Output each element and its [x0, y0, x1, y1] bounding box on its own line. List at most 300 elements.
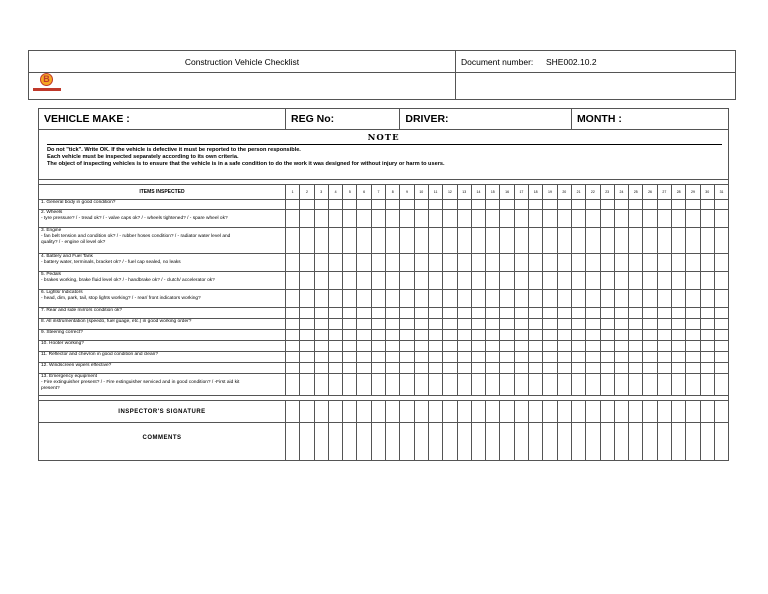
day-check-cell[interactable]: [371, 200, 385, 210]
day-check-cell[interactable]: [714, 200, 728, 210]
day-check-cell[interactable]: [557, 363, 571, 374]
day-check-cell[interactable]: [700, 308, 714, 319]
day-check-cell[interactable]: [357, 330, 371, 341]
day-check-cell[interactable]: [600, 228, 614, 254]
day-check-cell[interactable]: [486, 254, 500, 272]
day-check-cell[interactable]: [457, 341, 471, 352]
day-check-cell[interactable]: [343, 254, 357, 272]
day-check-cell[interactable]: [400, 308, 414, 319]
day-check-cell[interactable]: [529, 272, 543, 290]
day-check-cell[interactable]: [643, 352, 657, 363]
day-check-cell[interactable]: [586, 290, 600, 308]
day-check-cell[interactable]: [643, 210, 657, 228]
day-check-cell[interactable]: [714, 210, 728, 228]
day-check-cell[interactable]: [371, 290, 385, 308]
day-check-cell[interactable]: [443, 272, 457, 290]
day-check-cell[interactable]: [457, 200, 471, 210]
day-check-cell[interactable]: [543, 200, 557, 210]
comments-cell[interactable]: [514, 423, 528, 461]
day-check-cell[interactable]: [357, 290, 371, 308]
comments-cell[interactable]: [328, 423, 342, 461]
day-check-cell[interactable]: [614, 363, 628, 374]
day-check-cell[interactable]: [614, 319, 628, 330]
day-check-cell[interactable]: [557, 341, 571, 352]
day-check-cell[interactable]: [614, 254, 628, 272]
day-check-cell[interactable]: [500, 200, 514, 210]
day-check-cell[interactable]: [328, 352, 342, 363]
comments-cell[interactable]: [700, 423, 714, 461]
day-check-cell[interactable]: [586, 210, 600, 228]
day-check-cell[interactable]: [414, 341, 428, 352]
signature-cell[interactable]: [428, 401, 442, 423]
day-check-cell[interactable]: [286, 272, 300, 290]
day-check-cell[interactable]: [643, 341, 657, 352]
day-check-cell[interactable]: [543, 374, 557, 396]
day-check-cell[interactable]: [586, 200, 600, 210]
day-check-cell[interactable]: [586, 228, 600, 254]
day-check-cell[interactable]: [357, 210, 371, 228]
day-check-cell[interactable]: [457, 272, 471, 290]
day-check-cell[interactable]: [586, 352, 600, 363]
day-check-cell[interactable]: [543, 352, 557, 363]
day-check-cell[interactable]: [443, 330, 457, 341]
signature-cell[interactable]: [286, 401, 300, 423]
day-check-cell[interactable]: [500, 352, 514, 363]
day-check-cell[interactable]: [657, 210, 671, 228]
day-check-cell[interactable]: [714, 254, 728, 272]
day-check-cell[interactable]: [643, 272, 657, 290]
day-check-cell[interactable]: [529, 210, 543, 228]
comments-cell[interactable]: [414, 423, 428, 461]
day-check-cell[interactable]: [286, 341, 300, 352]
day-check-cell[interactable]: [514, 319, 528, 330]
day-check-cell[interactable]: [543, 272, 557, 290]
day-check-cell[interactable]: [586, 330, 600, 341]
day-check-cell[interactable]: [529, 363, 543, 374]
day-check-cell[interactable]: [400, 352, 414, 363]
day-check-cell[interactable]: [300, 352, 314, 363]
day-check-cell[interactable]: [672, 210, 686, 228]
day-check-cell[interactable]: [643, 254, 657, 272]
day-check-cell[interactable]: [672, 330, 686, 341]
day-check-cell[interactable]: [371, 272, 385, 290]
day-check-cell[interactable]: [428, 363, 442, 374]
comments-cell[interactable]: [314, 423, 328, 461]
day-check-cell[interactable]: [414, 330, 428, 341]
day-check-cell[interactable]: [500, 228, 514, 254]
day-check-cell[interactable]: [700, 374, 714, 396]
day-check-cell[interactable]: [386, 210, 400, 228]
day-check-cell[interactable]: [586, 363, 600, 374]
day-check-cell[interactable]: [614, 352, 628, 363]
day-check-cell[interactable]: [328, 228, 342, 254]
day-check-cell[interactable]: [686, 319, 700, 330]
day-check-cell[interactable]: [457, 290, 471, 308]
day-check-cell[interactable]: [629, 374, 643, 396]
day-check-cell[interactable]: [500, 254, 514, 272]
day-check-cell[interactable]: [457, 363, 471, 374]
day-check-cell[interactable]: [286, 228, 300, 254]
comments-cell[interactable]: [672, 423, 686, 461]
day-check-cell[interactable]: [414, 374, 428, 396]
day-check-cell[interactable]: [600, 341, 614, 352]
day-check-cell[interactable]: [586, 272, 600, 290]
day-check-cell[interactable]: [586, 254, 600, 272]
day-check-cell[interactable]: [486, 341, 500, 352]
day-check-cell[interactable]: [657, 352, 671, 363]
day-check-cell[interactable]: [486, 228, 500, 254]
day-check-cell[interactable]: [286, 330, 300, 341]
day-check-cell[interactable]: [486, 210, 500, 228]
day-check-cell[interactable]: [500, 330, 514, 341]
day-check-cell[interactable]: [300, 341, 314, 352]
day-check-cell[interactable]: [486, 319, 500, 330]
day-check-cell[interactable]: [514, 210, 528, 228]
comments-cell[interactable]: [586, 423, 600, 461]
day-check-cell[interactable]: [686, 272, 700, 290]
day-check-cell[interactable]: [614, 290, 628, 308]
day-check-cell[interactable]: [714, 308, 728, 319]
signature-cell[interactable]: [514, 401, 528, 423]
day-check-cell[interactable]: [629, 272, 643, 290]
day-check-cell[interactable]: [672, 272, 686, 290]
comments-cell[interactable]: [614, 423, 628, 461]
day-check-cell[interactable]: [443, 210, 457, 228]
day-check-cell[interactable]: [543, 319, 557, 330]
day-check-cell[interactable]: [529, 200, 543, 210]
day-check-cell[interactable]: [672, 200, 686, 210]
day-check-cell[interactable]: [286, 210, 300, 228]
day-check-cell[interactable]: [672, 308, 686, 319]
day-check-cell[interactable]: [443, 319, 457, 330]
day-check-cell[interactable]: [314, 363, 328, 374]
day-check-cell[interactable]: [500, 290, 514, 308]
signature-cell[interactable]: [629, 401, 643, 423]
day-check-cell[interactable]: [700, 272, 714, 290]
day-check-cell[interactable]: [514, 352, 528, 363]
day-check-cell[interactable]: [700, 200, 714, 210]
day-check-cell[interactable]: [414, 319, 428, 330]
comments-cell[interactable]: [557, 423, 571, 461]
day-check-cell[interactable]: [557, 200, 571, 210]
day-check-cell[interactable]: [314, 200, 328, 210]
day-check-cell[interactable]: [629, 254, 643, 272]
driver-label[interactable]: DRIVER:: [400, 109, 572, 130]
day-check-cell[interactable]: [629, 330, 643, 341]
signature-cell[interactable]: [343, 401, 357, 423]
day-check-cell[interactable]: [514, 308, 528, 319]
comments-cell[interactable]: [600, 423, 614, 461]
day-check-cell[interactable]: [328, 341, 342, 352]
signature-cell[interactable]: [657, 401, 671, 423]
day-check-cell[interactable]: [700, 330, 714, 341]
day-check-cell[interactable]: [428, 374, 442, 396]
day-check-cell[interactable]: [300, 330, 314, 341]
day-check-cell[interactable]: [400, 363, 414, 374]
signature-cell[interactable]: [357, 401, 371, 423]
day-check-cell[interactable]: [314, 228, 328, 254]
day-check-cell[interactable]: [300, 200, 314, 210]
day-check-cell[interactable]: [714, 330, 728, 341]
day-check-cell[interactable]: [414, 254, 428, 272]
day-check-cell[interactable]: [386, 363, 400, 374]
signature-cell[interactable]: [314, 401, 328, 423]
day-check-cell[interactable]: [529, 330, 543, 341]
day-check-cell[interactable]: [300, 319, 314, 330]
day-check-cell[interactable]: [300, 210, 314, 228]
day-check-cell[interactable]: [700, 228, 714, 254]
day-check-cell[interactable]: [314, 254, 328, 272]
day-check-cell[interactable]: [300, 290, 314, 308]
day-check-cell[interactable]: [543, 363, 557, 374]
day-check-cell[interactable]: [328, 272, 342, 290]
comments-cell[interactable]: [500, 423, 514, 461]
comments-cell[interactable]: [443, 423, 457, 461]
day-check-cell[interactable]: [600, 330, 614, 341]
day-check-cell[interactable]: [543, 254, 557, 272]
day-check-cell[interactable]: [700, 290, 714, 308]
day-check-cell[interactable]: [557, 228, 571, 254]
signature-cell[interactable]: [414, 401, 428, 423]
day-check-cell[interactable]: [600, 254, 614, 272]
day-check-cell[interactable]: [672, 374, 686, 396]
day-check-cell[interactable]: [286, 254, 300, 272]
day-check-cell[interactable]: [428, 210, 442, 228]
day-check-cell[interactable]: [300, 308, 314, 319]
day-check-cell[interactable]: [514, 341, 528, 352]
day-check-cell[interactable]: [657, 363, 671, 374]
day-check-cell[interactable]: [571, 308, 585, 319]
day-check-cell[interactable]: [543, 210, 557, 228]
day-check-cell[interactable]: [357, 319, 371, 330]
signature-cell[interactable]: [614, 401, 628, 423]
day-check-cell[interactable]: [386, 254, 400, 272]
day-check-cell[interactable]: [486, 308, 500, 319]
day-check-cell[interactable]: [328, 374, 342, 396]
day-check-cell[interactable]: [343, 200, 357, 210]
day-check-cell[interactable]: [286, 200, 300, 210]
day-check-cell[interactable]: [357, 272, 371, 290]
signature-cell[interactable]: [543, 401, 557, 423]
day-check-cell[interactable]: [614, 374, 628, 396]
comments-cell[interactable]: [286, 423, 300, 461]
signature-cell[interactable]: [443, 401, 457, 423]
day-check-cell[interactable]: [443, 341, 457, 352]
day-check-cell[interactable]: [457, 210, 471, 228]
comments-cell[interactable]: [300, 423, 314, 461]
day-check-cell[interactable]: [357, 352, 371, 363]
reg-no-label[interactable]: REG No:: [286, 109, 400, 130]
day-check-cell[interactable]: [428, 200, 442, 210]
comments-cell[interactable]: [643, 423, 657, 461]
day-check-cell[interactable]: [500, 272, 514, 290]
day-check-cell[interactable]: [514, 363, 528, 374]
day-check-cell[interactable]: [486, 374, 500, 396]
day-check-cell[interactable]: [457, 254, 471, 272]
day-check-cell[interactable]: [300, 254, 314, 272]
day-check-cell[interactable]: [314, 330, 328, 341]
day-check-cell[interactable]: [657, 374, 671, 396]
day-check-cell[interactable]: [643, 319, 657, 330]
day-check-cell[interactable]: [500, 210, 514, 228]
day-check-cell[interactable]: [614, 272, 628, 290]
day-check-cell[interactable]: [529, 341, 543, 352]
day-check-cell[interactable]: [343, 290, 357, 308]
day-check-cell[interactable]: [286, 363, 300, 374]
day-check-cell[interactable]: [400, 228, 414, 254]
day-check-cell[interactable]: [657, 228, 671, 254]
day-check-cell[interactable]: [486, 200, 500, 210]
day-check-cell[interactable]: [714, 319, 728, 330]
day-check-cell[interactable]: [614, 210, 628, 228]
signature-cell[interactable]: [571, 401, 585, 423]
day-check-cell[interactable]: [571, 254, 585, 272]
day-check-cell[interactable]: [428, 352, 442, 363]
day-check-cell[interactable]: [643, 374, 657, 396]
day-check-cell[interactable]: [529, 352, 543, 363]
day-check-cell[interactable]: [443, 228, 457, 254]
day-check-cell[interactable]: [614, 341, 628, 352]
comments-cell[interactable]: [371, 423, 385, 461]
day-check-cell[interactable]: [672, 363, 686, 374]
day-check-cell[interactable]: [600, 210, 614, 228]
day-check-cell[interactable]: [529, 374, 543, 396]
day-check-cell[interactable]: [714, 228, 728, 254]
day-check-cell[interactable]: [543, 308, 557, 319]
day-check-cell[interactable]: [672, 254, 686, 272]
day-check-cell[interactable]: [586, 374, 600, 396]
day-check-cell[interactable]: [643, 200, 657, 210]
day-check-cell[interactable]: [686, 374, 700, 396]
day-check-cell[interactable]: [486, 272, 500, 290]
day-check-cell[interactable]: [643, 308, 657, 319]
day-check-cell[interactable]: [586, 319, 600, 330]
day-check-cell[interactable]: [657, 308, 671, 319]
day-check-cell[interactable]: [371, 254, 385, 272]
day-check-cell[interactable]: [600, 308, 614, 319]
day-check-cell[interactable]: [486, 330, 500, 341]
day-check-cell[interactable]: [314, 319, 328, 330]
day-check-cell[interactable]: [643, 330, 657, 341]
day-check-cell[interactable]: [471, 341, 485, 352]
day-check-cell[interactable]: [700, 210, 714, 228]
day-check-cell[interactable]: [557, 210, 571, 228]
day-check-cell[interactable]: [643, 363, 657, 374]
signature-cell[interactable]: [714, 401, 728, 423]
day-check-cell[interactable]: [443, 200, 457, 210]
day-check-cell[interactable]: [514, 254, 528, 272]
day-check-cell[interactable]: [357, 200, 371, 210]
day-check-cell[interactable]: [386, 228, 400, 254]
signature-cell[interactable]: [400, 401, 414, 423]
signature-cell[interactable]: [300, 401, 314, 423]
vehicle-make-label[interactable]: VEHICLE MAKE :: [39, 109, 286, 130]
day-check-cell[interactable]: [357, 228, 371, 254]
day-check-cell[interactable]: [400, 200, 414, 210]
day-check-cell[interactable]: [672, 341, 686, 352]
day-check-cell[interactable]: [500, 363, 514, 374]
day-check-cell[interactable]: [529, 308, 543, 319]
day-check-cell[interactable]: [586, 341, 600, 352]
day-check-cell[interactable]: [286, 290, 300, 308]
day-check-cell[interactable]: [557, 319, 571, 330]
day-check-cell[interactable]: [471, 228, 485, 254]
day-check-cell[interactable]: [672, 352, 686, 363]
day-check-cell[interactable]: [286, 374, 300, 396]
day-check-cell[interactable]: [571, 341, 585, 352]
day-check-cell[interactable]: [686, 290, 700, 308]
day-check-cell[interactable]: [700, 254, 714, 272]
day-check-cell[interactable]: [457, 374, 471, 396]
day-check-cell[interactable]: [457, 352, 471, 363]
day-check-cell[interactable]: [471, 352, 485, 363]
day-check-cell[interactable]: [557, 254, 571, 272]
day-check-cell[interactable]: [600, 290, 614, 308]
day-check-cell[interactable]: [314, 290, 328, 308]
day-check-cell[interactable]: [471, 254, 485, 272]
signature-cell[interactable]: [328, 401, 342, 423]
day-check-cell[interactable]: [414, 200, 428, 210]
day-check-cell[interactable]: [629, 341, 643, 352]
day-check-cell[interactable]: [629, 363, 643, 374]
day-check-cell[interactable]: [400, 330, 414, 341]
day-check-cell[interactable]: [700, 352, 714, 363]
signature-cell[interactable]: [457, 401, 471, 423]
day-check-cell[interactable]: [343, 363, 357, 374]
day-check-cell[interactable]: [343, 228, 357, 254]
day-check-cell[interactable]: [586, 308, 600, 319]
day-check-cell[interactable]: [614, 308, 628, 319]
day-check-cell[interactable]: [386, 290, 400, 308]
day-check-cell[interactable]: [428, 330, 442, 341]
day-check-cell[interactable]: [543, 290, 557, 308]
day-check-cell[interactable]: [314, 352, 328, 363]
day-check-cell[interactable]: [371, 374, 385, 396]
day-check-cell[interactable]: [443, 308, 457, 319]
day-check-cell[interactable]: [714, 374, 728, 396]
day-check-cell[interactable]: [400, 341, 414, 352]
day-check-cell[interactable]: [457, 228, 471, 254]
comments-cell[interactable]: [686, 423, 700, 461]
day-check-cell[interactable]: [629, 308, 643, 319]
comments-cell[interactable]: [486, 423, 500, 461]
day-check-cell[interactable]: [314, 272, 328, 290]
comments-cell[interactable]: [343, 423, 357, 461]
day-check-cell[interactable]: [314, 341, 328, 352]
day-check-cell[interactable]: [471, 330, 485, 341]
day-check-cell[interactable]: [686, 330, 700, 341]
day-check-cell[interactable]: [657, 200, 671, 210]
day-check-cell[interactable]: [657, 272, 671, 290]
comments-cell[interactable]: [543, 423, 557, 461]
day-check-cell[interactable]: [386, 319, 400, 330]
day-check-cell[interactable]: [328, 210, 342, 228]
day-check-cell[interactable]: [600, 319, 614, 330]
comments-cell[interactable]: [400, 423, 414, 461]
day-check-cell[interactable]: [414, 228, 428, 254]
day-check-cell[interactable]: [514, 228, 528, 254]
day-check-cell[interactable]: [543, 341, 557, 352]
day-check-cell[interactable]: [371, 308, 385, 319]
day-check-cell[interactable]: [414, 363, 428, 374]
day-check-cell[interactable]: [614, 228, 628, 254]
day-check-cell[interactable]: [371, 319, 385, 330]
day-check-cell[interactable]: [557, 290, 571, 308]
day-check-cell[interactable]: [428, 228, 442, 254]
day-check-cell[interactable]: [400, 272, 414, 290]
day-check-cell[interactable]: [471, 290, 485, 308]
day-check-cell[interactable]: [557, 308, 571, 319]
